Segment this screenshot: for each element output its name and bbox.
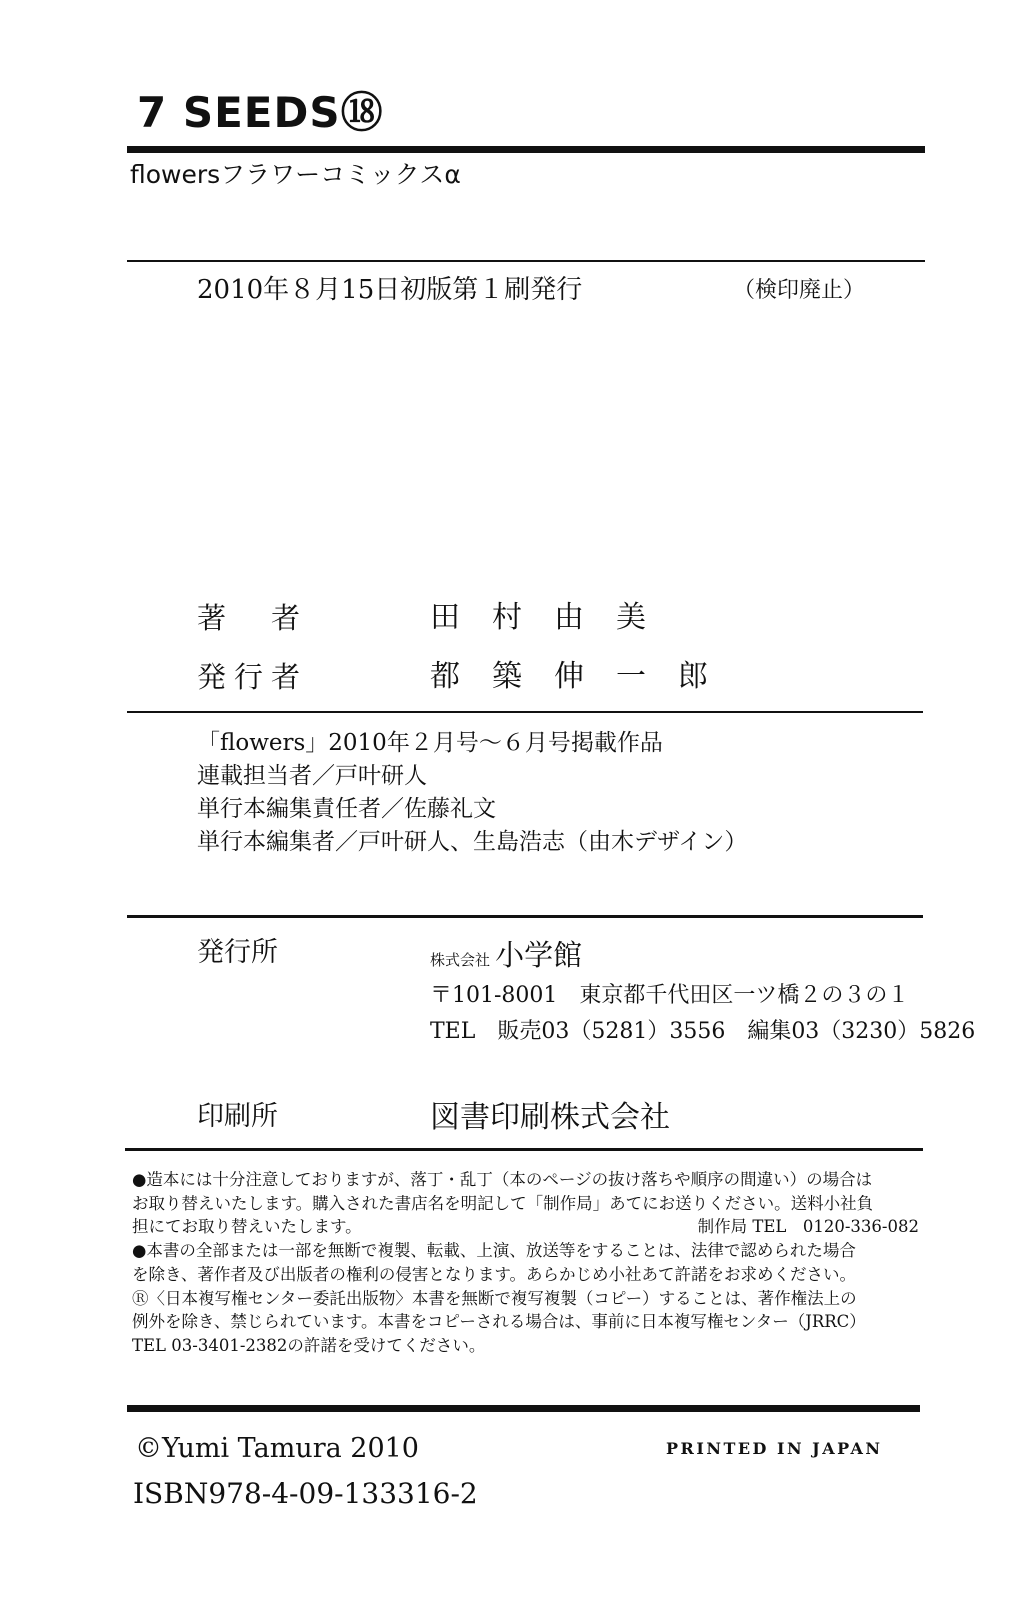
note-line: お取り替えいたします。購入された書店名を明記して「制作局」あてにお送りください。送料小社負: [132, 1193, 874, 1213]
note-line: ●本書の全部または一部を無断で複製、転載、上演、放送等をすることは、法律で認められた場合: [132, 1241, 856, 1261]
divider-2: [127, 711, 923, 713]
book-title: 7 SEEDS⑱: [137, 88, 384, 137]
publisher-address: 〒101-8001 東京都千代田区一ツ橋２の３の１: [430, 983, 910, 1008]
credit-line: 単行本編集者／戸叶研人、生島浩志（由木デザイン）: [197, 829, 748, 855]
note-line-row: [132, 1215, 927, 1239]
note-line: 担にてお取り替えいたします。: [132, 1217, 362, 1237]
series-label: flowersフラワーコミックスα: [130, 160, 461, 189]
divider-5: [127, 1405, 920, 1412]
printed-in-japan: PRINTED IN JAPAN: [666, 1439, 883, 1458]
divider-3: [127, 915, 923, 918]
isbn: ISBN978-4-09-133316-2: [133, 1477, 478, 1510]
credit-line: 単行本編集責任者／佐藤礼文: [197, 796, 496, 822]
company-prefix: 株式会社: [430, 951, 491, 969]
publisher-label: 発行所: [197, 937, 278, 968]
production-tel: 制作局 TEL 0120-336-082: [697, 1217, 919, 1237]
note-line: 例外を除き、禁じられています。本書をコピーされる場合は、事前に日本複写権センター（JRRC）: [132, 1312, 866, 1332]
edition-date: 2010年８月15日初版第１刷発行: [197, 275, 583, 305]
note-line: TEL 03-3401-2382の許諾を受けてください。: [132, 1335, 486, 1355]
legal-notes: [132, 1168, 927, 1358]
credit-line: 連載担当者／戸叶研人: [197, 763, 427, 789]
stamp-abolished: （検印廃止）: [733, 278, 866, 303]
company-name: 小学館: [495, 938, 583, 972]
printer-name: 図書印刷株式会社: [430, 1100, 670, 1135]
title-rule: [127, 146, 925, 153]
note-line: ●造本には十分注意しておりますが、落丁・乱丁（本のページの抜け落ちや順序の間違い）の場合は: [132, 1170, 873, 1189]
publisher-tel: TEL 販売03（5281）3556 編集03（3230）5826: [430, 1019, 976, 1044]
publisher-person-name: 都築伸一郎: [430, 659, 740, 694]
note-line: を除き、著作者及び出版者の権利の侵害となります。あらかじめ小社あて許諾をお求めください。: [132, 1264, 857, 1284]
divider-1: [127, 260, 925, 262]
divider-4: [125, 1148, 923, 1151]
author-name: 田村由美: [430, 600, 678, 635]
publisher-company: [430, 936, 582, 979]
printer-label: 印刷所: [197, 1101, 278, 1132]
credit-line: 「flowers」2010年２月号〜６月号掲載作品: [197, 730, 663, 756]
publisher-person-label: 発行者: [197, 660, 309, 694]
note-line: Ⓡ〈日本複写権センター委託出版物〉本書を無断で複写複製（コピー）することは、著作権法上の: [132, 1288, 857, 1308]
author-label: 著 者: [197, 601, 309, 635]
copyright: ©Yumi Tamura 2010: [135, 1433, 419, 1464]
